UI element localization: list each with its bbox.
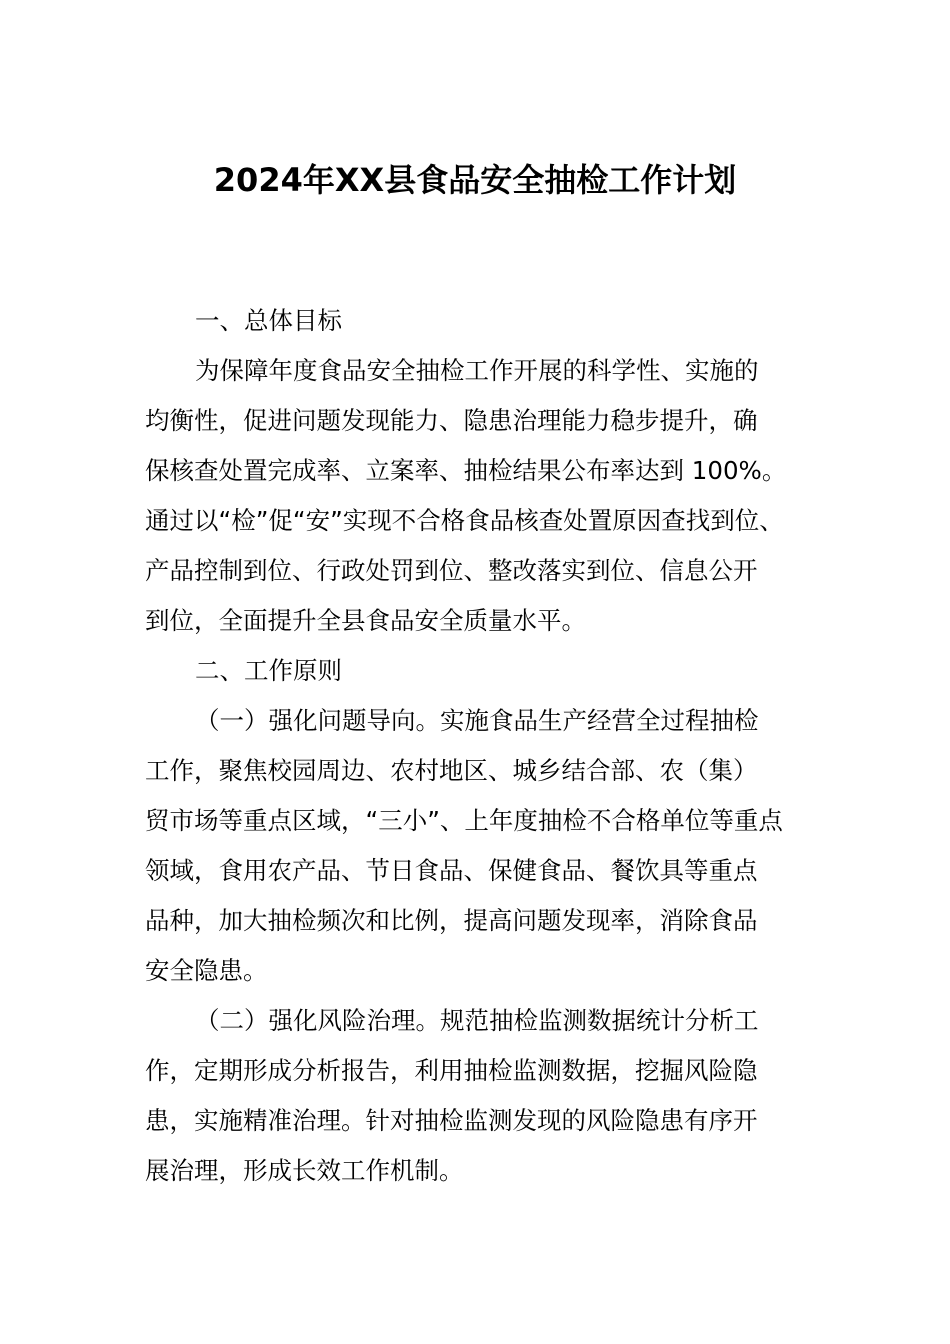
- paragraph-line: 为保障年度食品安全抽检工作开展的科学性、实施的: [195, 356, 759, 385]
- paragraph-line: 通过以“检”促“安”实现不合格食品核查处置原因查找到位、: [145, 506, 784, 535]
- paragraph-line: 贸市场等重点区域，“三小”、上年度抽检不合格单位等重点: [145, 806, 783, 835]
- paragraph-line: 领域，食用农产品、节日食品、保健食品、餐饮具等重点: [145, 856, 758, 885]
- paragraph-line: 均衡性，促进问题发现能力、隐患治理能力稳步提升，确: [145, 406, 758, 435]
- paragraph-line: 安全隐患。: [145, 956, 268, 985]
- section-heading-work-principles: 二、工作原则: [195, 656, 342, 685]
- paragraph-line: 作，定期形成分析报告，利用抽检监测数据，挖掘风险隐: [145, 1056, 758, 1085]
- document-title: 2024年XX县食品安全抽检工作计划: [213, 161, 737, 199]
- paragraph-line: 患，实施精准治理。针对抽检监测发现的风险隐患有序开: [145, 1106, 758, 1135]
- paragraph-line: 工作，聚焦校园周边、农村地区、城乡结合部、农（集）: [145, 756, 758, 785]
- section-heading-overall-goal: 一、总体目标: [195, 306, 342, 335]
- paragraph-line: 品种，加大抽检频次和比例，提高问题发现率，消除食品: [145, 906, 758, 935]
- paragraph-line: 展治理，形成长效工作机制。: [145, 1156, 464, 1185]
- document-body: [145, 296, 805, 1196]
- paragraph-line: 到位，全面提升全县食品安全质量水平。: [145, 606, 586, 635]
- paragraph-line: （一）强化问题导向。实施食品生产经营全过程抽检: [195, 706, 759, 735]
- paragraph-line: （二）强化风险治理。规范抽检监测数据统计分析工: [195, 1006, 759, 1035]
- paragraph-line: 产品控制到位、行政处罚到位、整改落实到位、信息公开: [145, 556, 758, 585]
- paragraph-line: 保核查处置完成率、立案率、抽检结果公布率达到 100%。: [145, 456, 787, 485]
